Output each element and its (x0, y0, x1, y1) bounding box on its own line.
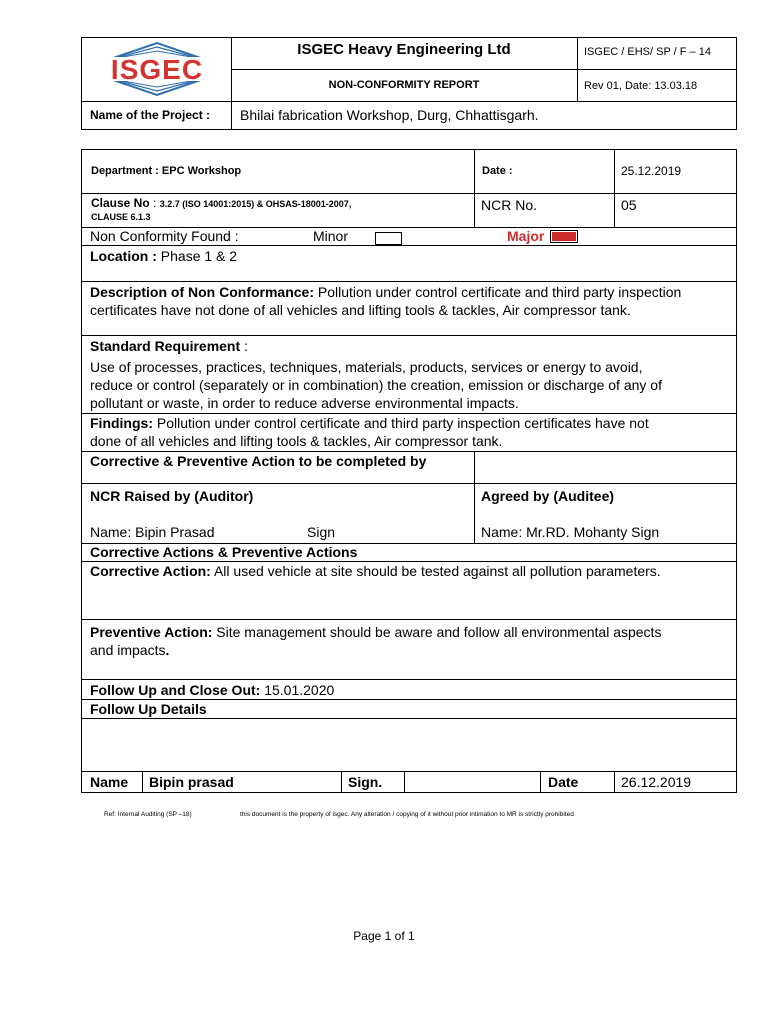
capa-completed-by-label: Corrective & Preventive Action to be completed by (90, 453, 427, 469)
header-bottom-border (81, 129, 737, 130)
major-checkbox[interactable] (550, 230, 578, 243)
row-line (81, 561, 737, 562)
report-title: NON-CONFORMITY REPORT (328, 79, 480, 91)
footer-date-label: Date (548, 774, 579, 790)
col-divider (540, 771, 541, 792)
preventive-label: Preventive Action: (90, 624, 213, 640)
description-line-2: certificates have not done of all vehicles and lifting tools & tackles, Air compressor tank. (90, 302, 631, 318)
corrective-action (90, 563, 661, 579)
table-right-border (736, 149, 737, 793)
standard-label: Standard Requirement (90, 338, 241, 354)
col-divider (341, 771, 342, 792)
col-divider (614, 149, 615, 227)
description-label: Description of Non Conformance: (90, 284, 315, 300)
row-line (81, 792, 737, 793)
col-divider (474, 149, 475, 227)
location-label: Location : (90, 248, 157, 264)
clause-value-2: CLAUSE 6.1.3 (91, 212, 151, 222)
description-line-1 (90, 284, 681, 300)
project-value: Bhilai fabrication Workshop, Durg, Chhattisgarh. (240, 107, 539, 123)
date-label: Date : (482, 165, 513, 177)
row-line (81, 193, 737, 194)
followup-close (90, 682, 334, 698)
followup-details-label: Follow Up Details (90, 701, 207, 717)
header-divider (81, 101, 737, 102)
table-left-border (81, 149, 82, 793)
findings-line-2: done of all vehicles and lifting tools & tackles, Air compressor tank. (90, 433, 503, 449)
minor-label: Minor (313, 228, 349, 244)
row-line (81, 483, 737, 484)
standard-sep: : (240, 338, 248, 354)
auditee-name: Name: Mr.RD. Mohanty Sign (481, 524, 660, 540)
location-line (90, 248, 237, 264)
followup-close-value: 15.01.2020 (260, 682, 335, 698)
header-mid-border (231, 69, 737, 70)
description-text-1: Pollution under control certificate and third party inspection (314, 284, 682, 300)
department: Department : EPC Workshop (91, 165, 242, 177)
row-line (81, 619, 737, 620)
company-name: ISGEC Heavy Engineering Ltd (297, 41, 511, 58)
standard-line-1: Use of processes, practices, techniques, materials, products, services or energy to avoid, (90, 359, 643, 375)
clause-sep: : (149, 196, 160, 210)
col-divider (404, 771, 405, 792)
footer-name-label: Name (90, 774, 129, 790)
page-number: Page 1 of 1 (353, 929, 415, 943)
standard-line-3: pollutant or waste, in order to reduce adverse environmental impacts. (90, 395, 519, 411)
header-left-border (81, 37, 82, 130)
revision: Rev 01, Date: 13.03.18 (584, 80, 698, 92)
date-value: 25.12.2019 (621, 164, 682, 178)
row-line (81, 281, 737, 282)
footer-ref: Ref: Internal Auditing (SP –18) (104, 811, 192, 818)
header-right-border (736, 37, 737, 130)
preventive-line-1 (90, 624, 661, 640)
row-line (81, 451, 737, 452)
header-top-border (81, 37, 737, 38)
findings-text-1: Pollution under control certificate and third party inspection certificates have not (153, 415, 649, 431)
col-divider (614, 771, 615, 792)
footer-date-value: 26.12.2019 (621, 774, 692, 790)
location-value: Phase 1 & 2 (156, 248, 238, 264)
ncr-no-label: NCR No. (481, 197, 538, 213)
clause-line (91, 196, 351, 210)
row-line (81, 413, 737, 414)
project-divider (231, 101, 232, 129)
preventive-text-2: and impacts (90, 642, 166, 658)
ncr-no-value: 05 (621, 197, 637, 213)
standard-line-2: reduce or control (separately or in combination) the creation, emission or discharge of any of (90, 377, 662, 393)
logo-text: ISGEC (110, 54, 204, 85)
project-label: Name of the Project : (90, 108, 211, 122)
nc-found-label: Non Conformity Found : (90, 228, 239, 244)
raised-by-label: NCR Raised by (Auditor) (90, 488, 254, 504)
auditor-name: Name: Bipin Prasad (90, 524, 215, 540)
col-divider (474, 451, 475, 543)
row-line (81, 679, 737, 680)
doc-code: ISGEC / EHS/ SP / F – 14 (584, 46, 711, 58)
preventive-end: . (165, 642, 170, 658)
corrective-text: All used vehicle at site should be tested against all pollution parameters. (210, 563, 661, 579)
minor-checkbox[interactable] (375, 232, 402, 245)
preventive-text-1: Site management should be aware and follow all environmental aspects (212, 624, 662, 640)
footer-name-value: Bipin prasad (149, 774, 234, 790)
header-code-divider (577, 37, 578, 101)
findings-label: Findings: (90, 415, 153, 431)
footer-sign-label: Sign. (348, 774, 383, 790)
major-checkbox-fill (552, 232, 576, 241)
clause-value: 3.2.7 (ISO 14001:2015) & OHSAS-18001-2007, (159, 199, 352, 209)
row-line (81, 699, 737, 700)
row-line (81, 771, 737, 772)
auditor-sign: Sign (307, 524, 336, 540)
row-line (81, 335, 737, 336)
standard-heading (90, 338, 248, 354)
corrective-label: Corrective Action: (90, 563, 211, 579)
clause-label: Clause No (91, 196, 150, 210)
row-line (81, 718, 737, 719)
major-label: Major (507, 228, 545, 244)
footer-property-note: this document is the property of isgec. Any alteration / copying of it without prior intimation to MR is strictly prohibited (240, 811, 574, 818)
row-line (81, 149, 737, 150)
capa-heading: Corrective Actions & Preventive Actions (90, 544, 358, 560)
row-line (81, 245, 737, 246)
col-divider (142, 771, 143, 792)
agreed-by-label: Agreed by (Auditee) (481, 488, 615, 504)
findings-line-1 (90, 415, 649, 431)
followup-close-label: Follow Up and Close Out: (90, 682, 261, 698)
preventive-line-2 (90, 642, 169, 658)
